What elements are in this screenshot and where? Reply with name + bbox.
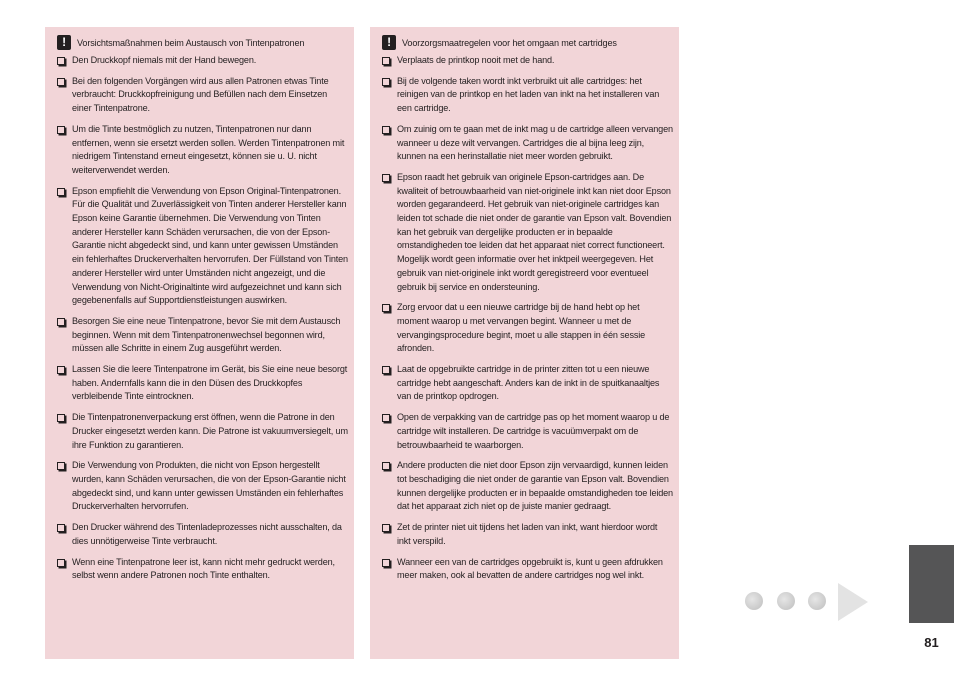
caution-list (382, 54, 673, 583)
caution-item-text: Wenn eine Tintenpatrone leer ist, kann nicht mehr gedruckt werden, selbst wenn andere Patronen noch Tinte enthalten. (72, 556, 335, 581)
caution-item-text: Epson empfiehlt die Verwendung von Epson Original-Tintenpatronen. Für die Qualität und Zuverlässigkeit von Tinten anderer Hersteller kann Epson keine Garantie übernehmen. Die Verwendung von Tinten anderer Hersteller kann Schäden verursachen, die von der Epson-Garantie nicht abgedeckt sind, und kann unter gewissen Umständen ein fehlerhaftes Druckerverhalten hervorrufen. Der Füllstand von Tinten anderer Hersteller wird unter Umständen nicht angezeigt, und die Verwendung von Nicht-Originaltinte wird aufgezeichnet und kann sich gegebenenfalls auf Supportdienstleistungen auswirken. (72, 185, 348, 306)
caution-item-text: Laat de opgebruikte cartridge in de printer zitten tot u een nieuwe cartridge hebt aangeschaft. Anders kan de inkt in de spuitkanaaltjes van de printkop opdrogen. (397, 364, 660, 402)
checkbox-bullet-icon (382, 57, 390, 65)
caution-title: Vorsichtsmaßnahmen beim Austausch von Tintenpatronen (77, 38, 305, 48)
next-arrow-icon[interactable] (838, 583, 868, 621)
caution-item (382, 411, 673, 452)
checkbox-bullet-icon (382, 462, 390, 470)
caution-item (57, 123, 348, 178)
checkbox-bullet-icon (57, 462, 65, 470)
page-number: 81 (924, 635, 939, 650)
checkbox-bullet-icon (382, 126, 390, 134)
caution-item-text: Bij de volgende taken wordt inkt verbruikt uit alle cartridges: het reinigen van de printkop en het laden van inkt na het installeren van een cartridge. (397, 75, 660, 114)
caution-item-text: Besorgen Sie eine neue Tintenpatrone, bevor Sie mit dem Austausch beginnen. Wenn mit dem Tintenpatronenwechsel begonnen wird, müssen alle Schritte in einem Zug ausgeführt werden. (72, 315, 341, 354)
caution-item (382, 459, 673, 514)
caution-item (382, 75, 673, 116)
section-tab (909, 545, 954, 623)
checkbox-bullet-icon (382, 524, 390, 532)
caution-title: Voorzorgsmaatregelen voor het omgaan met cartridges (402, 38, 617, 48)
caution-item (57, 54, 348, 68)
caution-header (382, 35, 673, 50)
checkbox-bullet-icon (382, 559, 390, 567)
caution-item-text: Den Drucker während des Tintenladeprozesses nicht ausschalten, da dies unnötigerweise Tinte verbraucht. (72, 522, 342, 546)
checkbox-bullet-icon (57, 318, 65, 326)
caution-item-text: Den Druckkopf niemals mit der Hand bewegen. (72, 55, 257, 65)
exclamation-icon: ! (57, 35, 71, 50)
caution-item (57, 411, 348, 452)
checkbox-bullet-icon (382, 174, 390, 182)
caution-item (382, 521, 673, 548)
caution-item-text: Zorg ervoor dat u een nieuwe cartridge bij de hand hebt op het moment waarop u met vervangen begint. Wanneer u met de vervangingsprocedure begint, moet u alle stappen in één sessie afronden. (397, 302, 646, 354)
checkbox-bullet-icon (382, 366, 390, 374)
checkbox-bullet-icon (57, 126, 65, 134)
dot-icon (808, 592, 826, 610)
caution-list (57, 54, 348, 583)
caution-item-text: Open de verpakking van de cartridge pas op het moment waarop u de cartridge wilt installeren. De cartridge is vacuümverpakt om de betrouwbaarheid te waarborgen. (397, 412, 670, 450)
caution-item (382, 123, 673, 164)
caution-item-text: Om zuinig om te gaan met de inkt mag u de cartridge alleen vervangen wanneer u deze wilt vervangen. Cartridges die al bijna leeg zijn, kunnen na een herinstallatie niet meer worden gebruikt. (397, 123, 673, 162)
checkbox-bullet-icon (382, 414, 390, 422)
checkbox-bullet-icon (57, 366, 65, 374)
caution-header (57, 35, 348, 50)
caution-item (382, 54, 673, 68)
caution-item (57, 363, 348, 404)
checkbox-bullet-icon (382, 78, 390, 86)
caution-item-text: Zet de printer niet uit tijdens het laden van inkt, want hierdoor wordt inkt verspild. (397, 522, 658, 546)
caution-item-text: Wanneer een van de cartridges opgebruikt is, kunt u geen afdrukken meer maken, ook al bevatten de andere cartridges nog wel inkt. (397, 556, 663, 581)
dot-icon (777, 592, 795, 610)
caution-item (57, 315, 348, 356)
caution-item-text: Andere producten die niet door Epson zijn vervaardigd, kunnen leiden tot beschadiging die niet onder de garantie van Epson valt. Bovendien kunnen dergelijke producten er in bepaalde omstandigheden toe leiden dat het apparaat zich niet op de juiste manier gedraagt. (397, 460, 673, 512)
caution-box-dutch (370, 27, 679, 659)
exclamation-icon: ! (382, 35, 396, 50)
checkbox-bullet-icon (57, 524, 65, 532)
caution-item-text: Lassen Sie die leere Tintenpatrone im Gerät, bis Sie eine neue besorgt haben. Andernfalls kann die in den Düsen des Druckkopfes verbleibende Tinte eintrocknen. (72, 364, 348, 402)
checkbox-bullet-icon (57, 414, 65, 422)
caution-item (382, 556, 673, 583)
page-navigation (745, 583, 875, 623)
caution-item (382, 363, 673, 404)
caution-item-text: Die Tintenpatronenverpackung erst öffnen, wenn die Patrone in den Drucker eingesetzt werden kann. Die Patrone ist vakuumversiegelt, um ihre Funktion zu garantieren. (72, 412, 348, 450)
caution-item-text: Verplaats de printkop nooit met de hand. (397, 55, 555, 65)
caution-item (382, 301, 673, 356)
caution-item-text: Bei den folgenden Vorgängen wird aus allen Patronen etwas Tinte verbraucht: Druckkopfreinigung und Befüllen nach dem Einsetzen einer Tintenpatrone. (72, 75, 329, 114)
caution-item-text: Um die Tinte bestmöglich zu nutzen, Tintenpatronen nur dann entfernen, wenn sie ersetzt werden sollen. Werden Tintenpatronen mit niedrigem Tintenstand erneut eingesetzt, können sie u. U. nicht weiterverwendet werden. (72, 123, 345, 175)
caution-item (382, 171, 673, 294)
caution-item (57, 459, 348, 514)
checkbox-bullet-icon (57, 78, 65, 86)
caution-item (57, 556, 348, 583)
checkbox-bullet-icon (57, 188, 65, 196)
caution-item (57, 75, 348, 116)
caution-item (57, 521, 348, 548)
checkbox-bullet-icon (382, 304, 390, 312)
dot-icon (745, 592, 763, 610)
checkbox-bullet-icon (57, 57, 65, 65)
caution-item (57, 185, 348, 308)
caution-item-text: Epson raadt het gebruik van originele Epson-cartridges aan. De kwaliteit of betrouwbaarheid van niet-originele inkt kan niet door Epson worden gegarandeerd. Het gebruik van niet-originele cartridges kan leiden tot schade die niet onder de garantie van Epson valt. Bovendien kan het gebruik van dergelijke producten er in bepaalde omstandigheden toe leiden dat het apparaat niet correct functioneert. Mogelijk wordt geen informatie over het inktpeil weergegeven. Het gebruik van niet-originele inkt wordt geregistreerd voor eventueel gebruik bij service en ondersteuning. (397, 171, 672, 292)
caution-item-text: Die Verwendung von Produkten, die nicht von Epson hergestellt wurden, kann Schäden verursachen, die von der Epson-Garantie nicht abgedeckt sind, und kann unter gewissen Umständen ein fehlerhaftes Druckerverhalten hervorrufen. (72, 460, 346, 512)
checkbox-bullet-icon (57, 559, 65, 567)
caution-box-german (45, 27, 354, 659)
